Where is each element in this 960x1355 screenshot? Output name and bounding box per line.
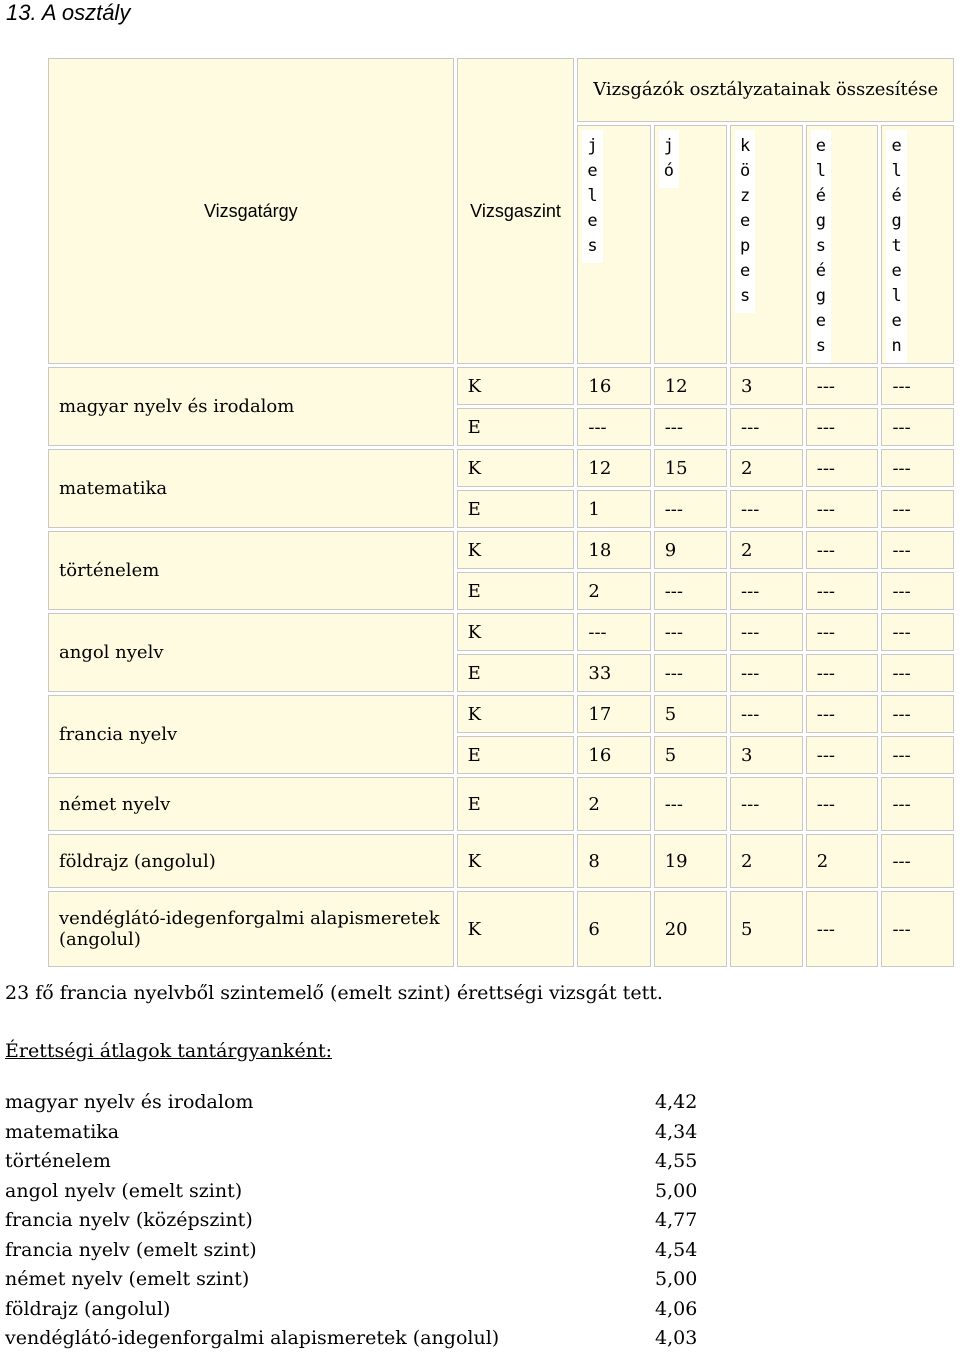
level-cell: E [457, 408, 575, 446]
grade-count-cell: --- [806, 367, 879, 405]
level-cell: K [457, 613, 575, 651]
grade-count-cell: --- [881, 531, 954, 569]
subject-cell: francia nyelv [48, 695, 454, 774]
average-subject: matematika [5, 1120, 120, 1143]
average-value: 4,77 [655, 1209, 698, 1231]
grade-header-label: j ó [659, 130, 679, 188]
grade-header-label: e l é g s é g e s [811, 130, 831, 363]
average-row [5, 1088, 705, 1118]
average-subject: német nyelv (emelt szint) [5, 1268, 250, 1290]
grade-count-cell: --- [806, 695, 879, 733]
grade-count-cell: 1 [577, 490, 650, 528]
grade-count-cell: --- [881, 613, 954, 651]
table-row [48, 834, 954, 888]
grade-count-cell: --- [881, 736, 954, 774]
grade-count-cell: --- [806, 613, 879, 651]
grade-count-cell: 33 [577, 654, 650, 692]
average-value: 4,54 [655, 1238, 698, 1261]
grade-count-cell: 2 [730, 531, 803, 569]
subject-cell: történelem [48, 531, 454, 610]
subject-cell: vendéglátó-idegenforgalmi alapismeretek (angolul) [48, 891, 454, 967]
grade-count-cell: 19 [654, 834, 727, 888]
grade-count-cell: --- [806, 654, 879, 692]
average-value: 4,55 [655, 1150, 698, 1172]
grade-count-cell: --- [881, 654, 954, 692]
grade-count-cell: --- [730, 695, 803, 733]
grade-count-cell: --- [881, 367, 954, 405]
grade-count-cell: --- [806, 531, 879, 569]
grade-count-cell: --- [730, 613, 803, 651]
grade-count-cell: --- [881, 695, 954, 733]
grade-column-header [806, 125, 879, 364]
grade-count-cell: 5 [730, 891, 803, 967]
grade-count-cell: --- [881, 777, 954, 831]
average-subject: magyar nyelv és irodalom [5, 1091, 254, 1113]
grade-header-label: j e l e s [582, 130, 602, 263]
subject-column-header: Vizsgatárgy [48, 58, 454, 364]
level-cell: K [457, 891, 575, 967]
grade-count-cell: 3 [730, 736, 803, 774]
grade-count-cell: 8 [577, 834, 650, 888]
grade-count-cell: 12 [654, 367, 727, 405]
average-value: 4,06 [655, 1297, 698, 1320]
grade-count-cell: --- [654, 408, 727, 446]
average-subject: történelem [5, 1150, 111, 1172]
grade-count-cell: --- [881, 834, 954, 888]
average-subject: francia nyelv (középszint) [5, 1209, 253, 1231]
table-row [48, 449, 954, 487]
level-cell: K [457, 367, 575, 405]
grade-count-cell: --- [654, 613, 727, 651]
subject-cell: német nyelv [48, 777, 454, 831]
grade-count-cell: --- [806, 777, 879, 831]
averages-list [5, 1088, 705, 1354]
table-row [48, 531, 954, 569]
grade-count-cell: 2 [730, 449, 803, 487]
grade-count-cell: 12 [577, 449, 650, 487]
average-value: 5,00 [655, 1268, 698, 1290]
grade-count-cell: --- [577, 613, 650, 651]
grade-count-cell: 2 [806, 834, 879, 888]
grade-count-cell: 16 [577, 367, 650, 405]
grade-count-cell: --- [654, 777, 727, 831]
average-subject: angol nyelv (emelt szint) [5, 1179, 243, 1202]
grade-count-cell: --- [730, 572, 803, 610]
level-cell: K [457, 449, 575, 487]
average-row [5, 1177, 705, 1207]
grade-count-cell: --- [730, 408, 803, 446]
averages-heading: Érettségi átlagok tantárgyanként: [5, 1040, 332, 1062]
grade-count-cell: 20 [654, 891, 727, 967]
grade-count-cell: 5 [654, 736, 727, 774]
grade-column-header [654, 125, 727, 364]
grade-count-cell: --- [654, 654, 727, 692]
level-cell: E [457, 654, 575, 692]
average-row [5, 1236, 705, 1266]
level-cell: E [457, 490, 575, 528]
level-cell: E [457, 777, 575, 831]
grade-count-cell: --- [881, 490, 954, 528]
average-subject: vendéglátó-idegenforgalmi alapismeretek (angolul) [5, 1327, 500, 1349]
grade-count-cell: 5 [654, 695, 727, 733]
average-row [5, 1147, 705, 1177]
average-row [5, 1324, 705, 1354]
grade-count-cell: --- [654, 572, 727, 610]
table-row [48, 695, 954, 733]
grade-count-cell: --- [577, 408, 650, 446]
grade-column-header [881, 125, 954, 364]
table-row [48, 367, 954, 405]
average-subject: földrajz (angolul) [5, 1297, 171, 1320]
grade-count-cell: --- [806, 490, 879, 528]
table-row [48, 891, 954, 967]
grade-count-cell: --- [881, 408, 954, 446]
average-row [5, 1295, 705, 1325]
level-cell: K [457, 531, 575, 569]
average-value: 4,42 [655, 1091, 698, 1113]
average-value: 4,34 [655, 1120, 698, 1143]
average-value: 5,00 [655, 1179, 698, 1202]
level-cell: K [457, 695, 575, 733]
grade-count-cell: --- [881, 572, 954, 610]
average-row [5, 1118, 705, 1148]
table-row [48, 613, 954, 651]
summary-header: Vizsgázók osztályzatainak összesítése [577, 58, 954, 122]
grade-count-cell: --- [881, 891, 954, 967]
grade-count-cell: 2 [577, 777, 650, 831]
page-title: 13. A osztály [6, 0, 131, 25]
average-row [5, 1265, 705, 1295]
average-value: 4,03 [655, 1327, 698, 1349]
grade-count-cell: 6 [577, 891, 650, 967]
results-table [45, 55, 957, 970]
level-cell: E [457, 572, 575, 610]
grade-count-cell: --- [806, 449, 879, 487]
subject-cell: földrajz (angolul) [48, 834, 454, 888]
subject-cell: magyar nyelv és irodalom [48, 367, 454, 446]
grade-header-label: e l é g t e l e n [886, 130, 906, 363]
table-row [48, 777, 954, 831]
note-text: 23 fő francia nyelvből szintemelő (emelt szint) érettségi vizsgát tett. [5, 982, 663, 1004]
grade-count-cell: --- [881, 449, 954, 487]
subject-cell: matematika [48, 449, 454, 528]
grade-count-cell: --- [806, 408, 879, 446]
grade-count-cell: 15 [654, 449, 727, 487]
grade-count-cell: --- [806, 572, 879, 610]
average-subject: francia nyelv (emelt szint) [5, 1238, 257, 1261]
grade-count-cell: --- [730, 654, 803, 692]
grade-count-cell: 17 [577, 695, 650, 733]
grade-column-header [730, 125, 803, 364]
grade-count-cell: 3 [730, 367, 803, 405]
grade-column-header [577, 125, 650, 364]
level-cell: E [457, 736, 575, 774]
grade-count-cell: 2 [577, 572, 650, 610]
grade-count-cell: --- [806, 891, 879, 967]
grade-count-cell: --- [806, 736, 879, 774]
grade-count-cell: --- [730, 490, 803, 528]
level-cell: K [457, 834, 575, 888]
grade-count-cell: --- [654, 490, 727, 528]
grade-count-cell: --- [730, 777, 803, 831]
grade-count-cell: 18 [577, 531, 650, 569]
average-row [5, 1206, 705, 1236]
subject-cell: angol nyelv [48, 613, 454, 692]
grade-header-label: k ö z e p e s [735, 130, 755, 313]
grade-count-cell: 16 [577, 736, 650, 774]
level-column-header: Vizsgaszint [457, 58, 575, 364]
grade-count-cell: 2 [730, 834, 803, 888]
grade-count-cell: 9 [654, 531, 727, 569]
